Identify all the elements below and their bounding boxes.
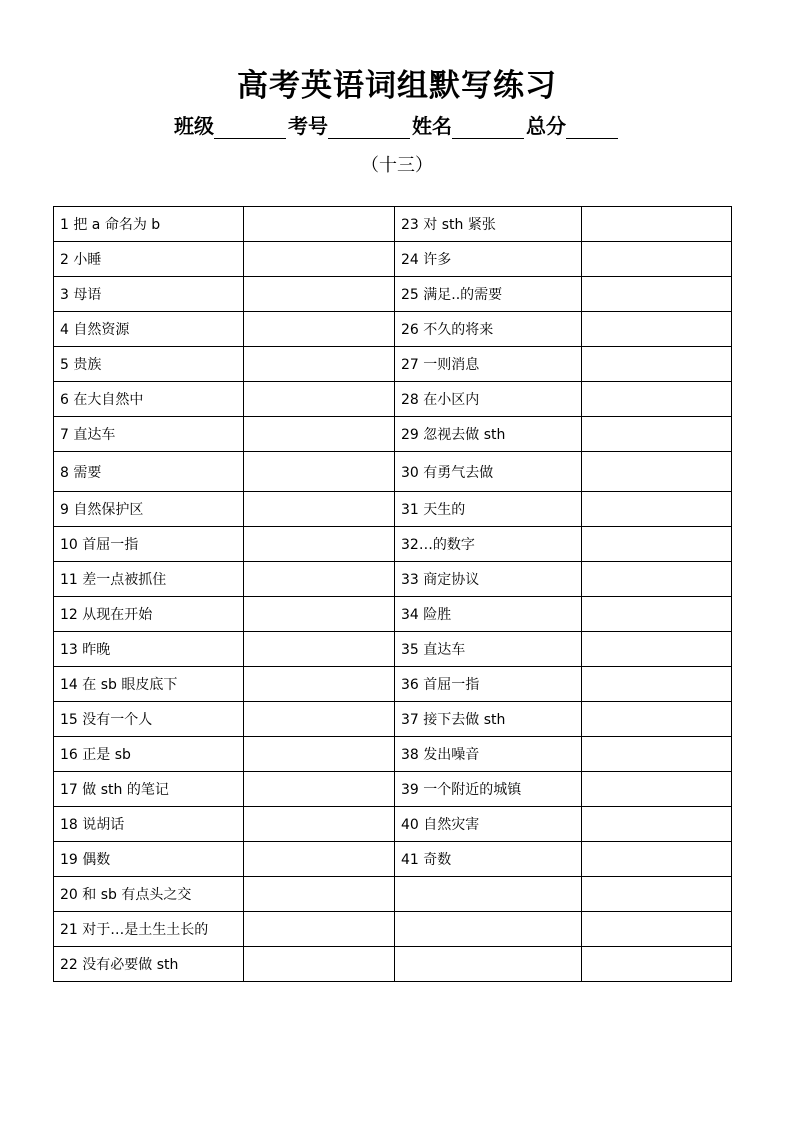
number-blank[interactable] — [328, 118, 410, 139]
phrase-prompt-left: 20 和 sb 有点头之交 — [54, 877, 244, 912]
table-row — [54, 382, 732, 417]
answer-cell-left[interactable] — [244, 492, 395, 527]
phrase-prompt-left: 7 直达车 — [54, 417, 244, 452]
answer-cell-right[interactable] — [582, 772, 732, 807]
answer-cell-right[interactable] — [582, 347, 732, 382]
phrase-prompt-right: 36 首屈一指 — [395, 667, 582, 702]
phrase-prompt-right: 24 许多 — [395, 242, 582, 277]
phrase-prompt-right — [395, 877, 582, 912]
answer-cell-left[interactable] — [244, 452, 395, 492]
answer-cell-right[interactable] — [582, 842, 732, 877]
answer-cell-right[interactable] — [582, 807, 732, 842]
phrase-prompt-left: 15 没有一个人 — [54, 702, 244, 737]
answer-cell-right[interactable] — [582, 242, 732, 277]
phrase-prompt-right: 30 有勇气去做 — [395, 452, 582, 492]
table-row — [54, 632, 732, 667]
answer-cell-left[interactable] — [244, 242, 395, 277]
answer-cell-right[interactable] — [582, 562, 732, 597]
worksheet-title: 高考英语词组默写练习 — [237, 68, 557, 104]
answer-cell-right[interactable] — [582, 207, 732, 242]
answer-cell-left[interactable] — [244, 417, 395, 452]
phrase-prompt-left: 6 在大自然中 — [54, 382, 244, 417]
table-row — [54, 912, 732, 947]
table-row — [54, 597, 732, 632]
table-row — [54, 277, 732, 312]
answer-cell-left[interactable] — [244, 562, 395, 597]
phrase-prompt-left: 14 在 sb 眼皮底下 — [54, 667, 244, 702]
phrase-prompt-left: 13 昨晚 — [54, 632, 244, 667]
phrase-prompt-left: 4 自然资源 — [54, 312, 244, 347]
phrase-prompt-left: 19 偶数 — [54, 842, 244, 877]
answer-cell-left[interactable] — [244, 527, 395, 562]
answer-cell-left[interactable] — [244, 877, 395, 912]
phrase-prompt-left: 5 贵族 — [54, 347, 244, 382]
answer-cell-left[interactable] — [244, 702, 395, 737]
answer-cell-right[interactable] — [582, 632, 732, 667]
name-label: 姓名 — [412, 114, 452, 138]
answer-cell-left[interactable] — [244, 842, 395, 877]
answer-cell-right[interactable] — [582, 382, 732, 417]
answer-cell-right[interactable] — [582, 492, 732, 527]
worksheet-subtitle: （十三） — [361, 155, 433, 176]
phrase-prompt-right: 27 一则消息 — [395, 347, 582, 382]
answer-cell-left[interactable] — [244, 382, 395, 417]
answer-cell-right[interactable] — [582, 667, 732, 702]
phrase-prompt-left: 16 正是 sb — [54, 737, 244, 772]
table-row — [54, 842, 732, 877]
table-row — [54, 527, 732, 562]
phrase-table — [53, 206, 732, 982]
answer-cell-left[interactable] — [244, 632, 395, 667]
phrase-table-body — [54, 207, 732, 982]
phrase-prompt-right: 32…的数字 — [395, 527, 582, 562]
answer-cell-left[interactable] — [244, 772, 395, 807]
phrase-prompt-right: 25 满足..的需要 — [395, 277, 582, 312]
phrase-prompt-left: 2 小睡 — [54, 242, 244, 277]
answer-cell-left[interactable] — [244, 912, 395, 947]
phrase-prompt-right: 28 在小区内 — [395, 382, 582, 417]
number-label: 考号 — [288, 114, 328, 138]
phrase-prompt-right: 34 险胜 — [395, 597, 582, 632]
phrase-prompt-right — [395, 947, 582, 982]
table-row — [54, 312, 732, 347]
answer-cell-left[interactable] — [244, 807, 395, 842]
phrase-prompt-right — [395, 912, 582, 947]
answer-cell-left[interactable] — [244, 312, 395, 347]
answer-cell-right[interactable] — [582, 277, 732, 312]
table-row — [54, 737, 732, 772]
answer-cell-right[interactable] — [582, 597, 732, 632]
score-blank[interactable] — [566, 118, 618, 139]
score-label: 总分 — [526, 114, 566, 138]
answer-cell-left[interactable] — [244, 347, 395, 382]
phrase-prompt-left: 11 差一点被抓住 — [54, 562, 244, 597]
table-row — [54, 807, 732, 842]
phrase-prompt-right: 37 接下去做 sth — [395, 702, 582, 737]
class-blank[interactable] — [214, 118, 286, 139]
answer-cell-right[interactable] — [582, 527, 732, 562]
table-row — [54, 667, 732, 702]
phrase-prompt-left: 21 对于…是土生土长的 — [54, 912, 244, 947]
class-label: 班级 — [174, 114, 214, 138]
answer-cell-left[interactable] — [244, 737, 395, 772]
table-row — [54, 772, 732, 807]
table-row — [54, 417, 732, 452]
phrase-prompt-right: 33 商定协议 — [395, 562, 582, 597]
answer-cell-left[interactable] — [244, 667, 395, 702]
answer-cell-left[interactable] — [244, 597, 395, 632]
phrase-prompt-left: 10 首屈一指 — [54, 527, 244, 562]
phrase-prompt-right: 31 天生的 — [395, 492, 582, 527]
phrase-prompt-left: 1 把 a 命名为 b — [54, 207, 244, 242]
phrase-prompt-right: 26 不久的将来 — [395, 312, 582, 347]
answer-cell-right[interactable] — [582, 737, 732, 772]
answer-cell-right[interactable] — [582, 452, 732, 492]
phrase-prompt-left: 12 从现在开始 — [54, 597, 244, 632]
phrase-prompt-right: 38 发出噪音 — [395, 737, 582, 772]
phrase-prompt-left: 3 母语 — [54, 277, 244, 312]
phrase-prompt-right: 35 直达车 — [395, 632, 582, 667]
phrase-prompt-left: 18 说胡话 — [54, 807, 244, 842]
answer-cell-right[interactable] — [582, 912, 732, 947]
phrase-prompt-left: 22 没有必要做 sth — [54, 947, 244, 982]
student-info-line — [0, 110, 794, 139]
table-row — [54, 877, 732, 912]
table-row — [54, 562, 732, 597]
answer-cell-right[interactable] — [582, 417, 732, 452]
phrase-prompt-left: 8 需要 — [54, 452, 244, 492]
table-row — [54, 947, 732, 982]
name-blank[interactable] — [452, 118, 524, 139]
answer-cell-left[interactable] — [244, 277, 395, 312]
answer-cell-left[interactable] — [244, 947, 395, 982]
table-row — [54, 242, 732, 277]
phrase-prompt-right: 29 忽视去做 sth — [395, 417, 582, 452]
table-row — [54, 702, 732, 737]
table-row — [54, 492, 732, 527]
table-row — [54, 207, 732, 242]
answer-cell-right[interactable] — [582, 877, 732, 912]
answer-cell-right[interactable] — [582, 702, 732, 737]
table-row — [54, 347, 732, 382]
phrase-prompt-right: 41 奇数 — [395, 842, 582, 877]
answer-cell-right[interactable] — [582, 947, 732, 982]
answer-cell-left[interactable] — [244, 207, 395, 242]
answer-cell-right[interactable] — [582, 312, 732, 347]
phrase-prompt-right: 39 一个附近的城镇 — [395, 772, 582, 807]
phrase-prompt-right: 23 对 sth 紧张 — [395, 207, 582, 242]
phrase-prompt-left: 9 自然保护区 — [54, 492, 244, 527]
phrase-prompt-left: 17 做 sth 的笔记 — [54, 772, 244, 807]
phrase-prompt-right: 40 自然灾害 — [395, 807, 582, 842]
table-row — [54, 452, 732, 492]
